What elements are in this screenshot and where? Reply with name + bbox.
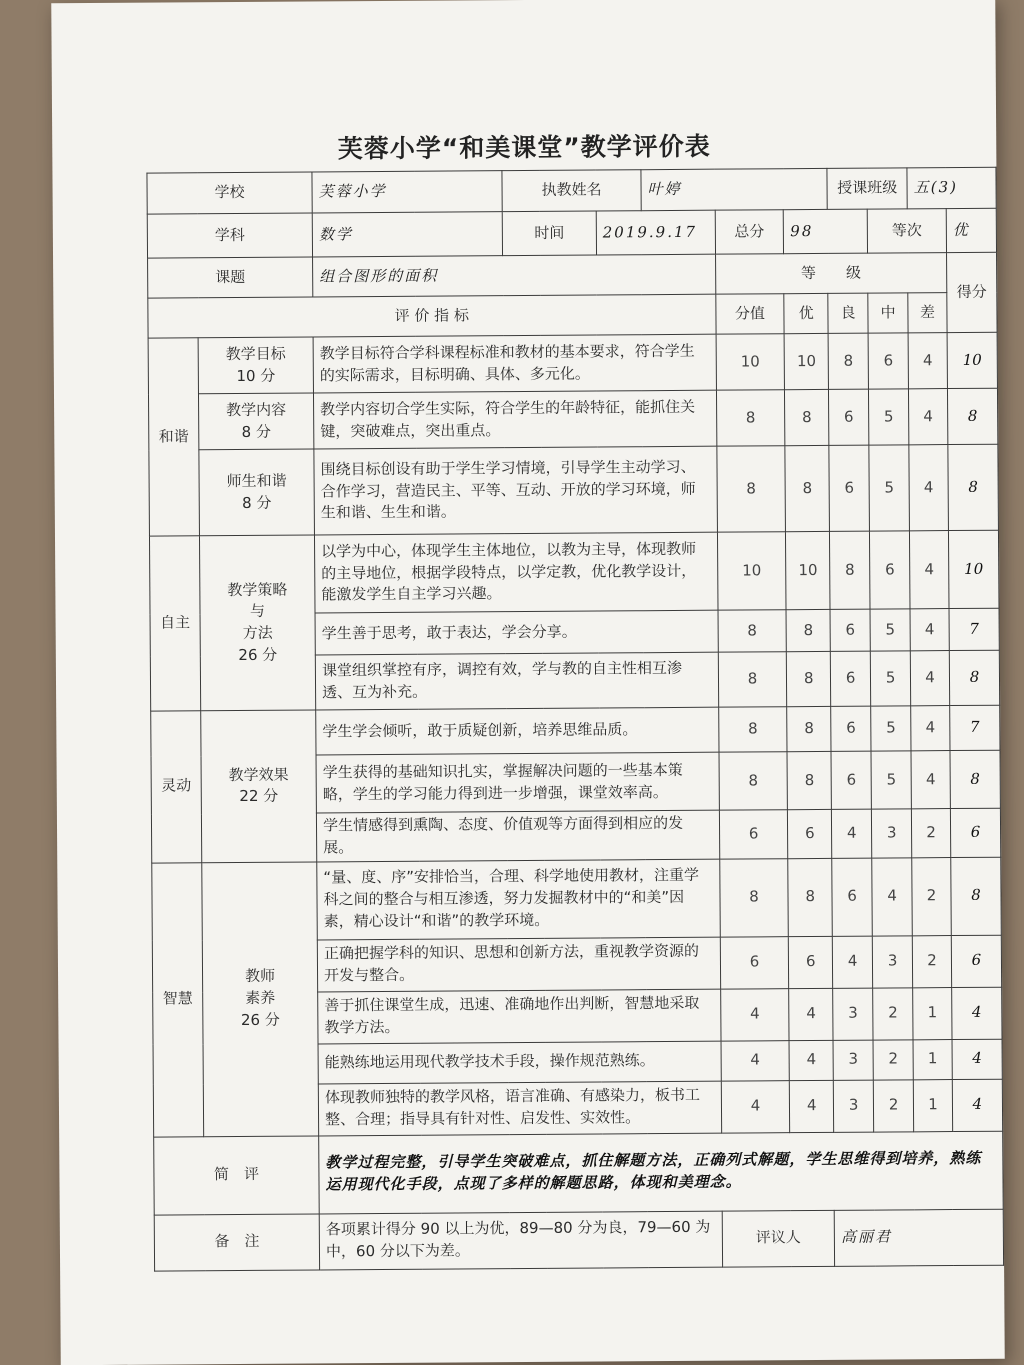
score-cell: 6 xyxy=(951,935,1001,987)
excellent-cell: 8 xyxy=(788,858,832,936)
excellent-cell: 10 xyxy=(786,531,830,609)
score-cell: 8 xyxy=(951,857,1002,935)
good-cell: 4 xyxy=(832,936,872,988)
value-cell: 8 xyxy=(719,752,788,810)
medium-cell: 5 xyxy=(871,751,911,809)
sub-category: 教学内容 8 分 xyxy=(198,393,313,450)
value-cell: 8 xyxy=(718,610,787,652)
criterion-text: 学生获得的基础知识扎实，掌握解决问题的一些基本策略，学生的学习能力得到进一步增强，课堂效率高。 xyxy=(316,752,719,813)
score-cell: 6 xyxy=(950,808,1000,857)
excellent-cell: 10 xyxy=(784,333,828,389)
criterion-row xyxy=(151,705,1000,756)
evaluation-table xyxy=(146,167,1004,1271)
value-cell: 10 xyxy=(717,532,786,610)
medium-cell: 2 xyxy=(873,987,913,1039)
indicators-header: 评 价 指 标 xyxy=(148,294,716,338)
poor-cell: 4 xyxy=(908,333,947,389)
poor-cell: 2 xyxy=(912,935,951,987)
class-value: 五(3) xyxy=(907,167,996,209)
medium-cell: 6 xyxy=(870,531,911,609)
medium-cell: 5 xyxy=(871,706,911,751)
good-cell: 8 xyxy=(830,531,871,609)
score-cell: 7 xyxy=(950,705,1000,750)
medium-cell: 6 xyxy=(868,333,908,389)
criterion-row xyxy=(152,857,1002,941)
good-cell: 6 xyxy=(831,706,871,751)
subject-label: 学科 xyxy=(147,213,312,258)
time-value: 2019.9.17 xyxy=(596,210,715,255)
excellent-cell: 6 xyxy=(789,936,833,988)
medium-cell: 5 xyxy=(870,651,910,706)
teacher-value: 叶婷 xyxy=(641,168,828,210)
comment-row xyxy=(154,1131,1004,1215)
medium-cell: 5 xyxy=(869,389,909,445)
good-cell: 3 xyxy=(833,1040,873,1080)
criterion-row xyxy=(149,530,999,614)
notes-label: 备 注 xyxy=(154,1213,319,1270)
comment-value: 教学过程完整，引导学生突破难点，抓住解题方法，正确列式解题，学生思维得到培养，熟练运用现代化手段，点现了多样的解题思路，体现和美理念。 xyxy=(319,1131,1003,1214)
criterion-text: 学生善于思考，敢于表达，学会分享。 xyxy=(315,610,718,655)
category-autonomy: 自主 xyxy=(149,536,200,711)
header-row-2 xyxy=(147,208,996,258)
total-label: 总分 xyxy=(715,210,784,254)
subject-value: 数学 xyxy=(312,212,502,257)
header-row-1 xyxy=(147,167,996,214)
school-value: 芙蓉小学 xyxy=(312,171,502,213)
excellent-cell: 8 xyxy=(785,445,829,531)
medium-cell: 3 xyxy=(872,935,912,987)
excellent-cell: 4 xyxy=(790,1080,834,1132)
score-cell: 8 xyxy=(949,650,999,705)
category-wisdom: 智慧 xyxy=(152,862,204,1136)
value-cell: 4 xyxy=(720,988,789,1040)
medium-cell: 2 xyxy=(873,1079,913,1131)
excellent-header: 优 xyxy=(784,293,828,333)
value-cell: 6 xyxy=(719,810,788,859)
score-column-header: 得分 xyxy=(946,252,997,332)
evaluator-label: 评议人 xyxy=(722,1210,835,1267)
medium-cell: 5 xyxy=(870,609,910,651)
good-cell: 8 xyxy=(828,333,868,389)
topic-value: 组合图形的面积 xyxy=(313,254,716,297)
topic-row xyxy=(148,252,997,298)
good-cell: 6 xyxy=(830,609,870,651)
evaluator-value: 高丽君 xyxy=(834,1209,1003,1266)
column-header-row xyxy=(148,292,997,338)
medium-cell: 5 xyxy=(869,445,910,531)
score-cell: 4 xyxy=(952,1039,1002,1079)
criterion-text: 能熟练地运用现代教学技术手段，操作规范熟练。 xyxy=(318,1041,721,1084)
sub-category: 教学策略 与 方法 26 分 xyxy=(199,535,315,711)
poor-cell: 2 xyxy=(912,809,951,858)
criterion-text: 学生情感得到熏陶、态度、价值观等方面得到相应的发展。 xyxy=(316,810,719,861)
criterion-row xyxy=(148,332,997,394)
category-harmony: 和谐 xyxy=(148,338,199,536)
criterion-text: 课堂组织掌控有序，调控有效，学与教的自主性相互渗透、互为补充。 xyxy=(315,652,718,710)
poor-cell: 1 xyxy=(913,1039,952,1079)
excellent-cell: 6 xyxy=(788,809,832,858)
rank-label: 等次 xyxy=(867,209,946,254)
score-cell: 10 xyxy=(947,332,997,388)
score-cell: 7 xyxy=(949,608,999,650)
criterion-text: 体现教师独特的教学风格，语言准确、有感染力，板书工整、合理；指导具有针对性、启发性、实效性。 xyxy=(318,1081,721,1136)
good-cell: 6 xyxy=(832,858,873,936)
good-cell: 3 xyxy=(833,988,873,1040)
value-cell: 8 xyxy=(718,652,787,707)
criterion-row xyxy=(148,388,997,450)
teacher-label: 执教姓名 xyxy=(502,170,641,212)
sub-category: 师生和谐 8 分 xyxy=(199,449,315,536)
criterion-text: 学生学会倾听，敢于质疑创新，培养思维品质。 xyxy=(316,707,719,755)
excellent-cell: 8 xyxy=(786,609,830,651)
comment-label: 简 评 xyxy=(154,1135,320,1214)
poor-cell: 4 xyxy=(910,609,949,651)
medium-cell: 4 xyxy=(872,857,913,935)
sub-category: 教学效果 22 分 xyxy=(201,710,317,862)
sub-category: 教师 素养 26 分 xyxy=(202,861,319,1136)
poor-cell: 1 xyxy=(913,1079,952,1131)
score-cell: 8 xyxy=(948,444,999,530)
poor-cell: 4 xyxy=(909,445,948,531)
score-cell: 10 xyxy=(948,530,999,608)
value-cell: 8 xyxy=(718,707,787,752)
total-value: 98 xyxy=(784,209,868,254)
score-cell: 8 xyxy=(950,750,1001,808)
medium-header: 中 xyxy=(868,293,908,333)
criterion-text: 教学目标符合学科课程标准和教材的基本要求，符合学生的实际需求，目标明确、具体、多元化。 xyxy=(313,334,716,393)
excellent-cell: 8 xyxy=(787,706,831,751)
medium-cell: 3 xyxy=(872,809,912,858)
score-cell: 4 xyxy=(952,987,1002,1039)
excellent-cell: 8 xyxy=(787,651,831,706)
good-cell: 6 xyxy=(831,751,871,809)
good-cell: 3 xyxy=(833,1080,873,1132)
criterion-text: 正确把握学科的知识、思想和创新方法，重视教学资源的开发与整合。 xyxy=(317,937,720,992)
poor-cell: 1 xyxy=(913,987,952,1039)
poor-header: 差 xyxy=(908,293,947,333)
notes-value: 各项累计得分 90 以上为优，89—80 分为良，79—60 为中，60 分以下为差。 xyxy=(319,1211,722,1270)
value-cell: 10 xyxy=(716,334,785,390)
value-cell: 8 xyxy=(719,858,788,936)
evaluation-form-paper xyxy=(51,0,1004,1365)
grade-group-header: 等 级 xyxy=(715,253,947,295)
value-cell: 8 xyxy=(716,446,785,532)
good-cell: 6 xyxy=(829,389,869,445)
criterion-text: “量、度、序”安排恰当，合理、科学地使用教材，注重学科之间的整合与相互渗透，努力发掘教材中的“和美”因素，精心设计“和谐”的教学环境。 xyxy=(317,859,720,940)
poor-cell: 4 xyxy=(909,389,948,445)
excellent-cell: 8 xyxy=(787,751,831,809)
topic-label: 课题 xyxy=(148,257,313,298)
good-header: 良 xyxy=(828,293,868,333)
poor-cell: 4 xyxy=(910,531,949,609)
sub-category: 教学目标 10 分 xyxy=(198,337,313,394)
criterion-row xyxy=(149,444,999,536)
poor-cell: 4 xyxy=(911,706,950,751)
rank-value: 优 xyxy=(946,208,996,252)
score-cell: 4 xyxy=(952,1079,1002,1131)
criterion-text: 教学内容切合学生实际，符合学生的年龄特征，能抓住关键，突破难点，突出重点。 xyxy=(314,390,717,449)
time-label: 时间 xyxy=(502,211,596,256)
excellent-cell: 4 xyxy=(789,1040,833,1080)
criterion-text: 善于抓住课堂生成，迅速、准确地作出判断，智慧地采取教学方法。 xyxy=(318,989,721,1044)
good-cell: 4 xyxy=(832,809,872,858)
medium-cell: 2 xyxy=(873,1039,913,1079)
value-cell: 4 xyxy=(721,1040,790,1080)
form-title: 芙蓉小学“和美课堂”教学评价表 xyxy=(337,131,711,164)
value-cell: 6 xyxy=(720,936,789,988)
value-cell: 8 xyxy=(716,390,785,446)
value-header: 分值 xyxy=(715,294,784,334)
good-cell: 6 xyxy=(829,445,870,531)
excellent-cell: 8 xyxy=(785,389,829,445)
score-cell: 8 xyxy=(947,388,997,444)
excellent-cell: 4 xyxy=(789,988,833,1040)
poor-cell: 4 xyxy=(911,751,950,809)
class-label: 授课班级 xyxy=(827,168,907,210)
value-cell: 4 xyxy=(721,1080,790,1132)
poor-cell: 2 xyxy=(912,857,951,935)
category-agility: 灵动 xyxy=(151,711,202,863)
criterion-text: 围绕目标创设有助于学生学习情境，引导学生主动学习、合作学习，营造民主、平等、互动、开放的学习环境，师生和谐、生生和谐。 xyxy=(314,446,717,535)
poor-cell: 4 xyxy=(910,651,949,706)
criterion-text: 以学为中心，体现学生主体地位，以教为主导，体现教师的主导地位，根据学段特点，以学定教，优化教学设计，能激发学生自主学习兴趣。 xyxy=(315,532,718,613)
school-label: 学校 xyxy=(147,172,312,214)
good-cell: 6 xyxy=(830,651,870,706)
notes-row xyxy=(154,1209,1003,1271)
